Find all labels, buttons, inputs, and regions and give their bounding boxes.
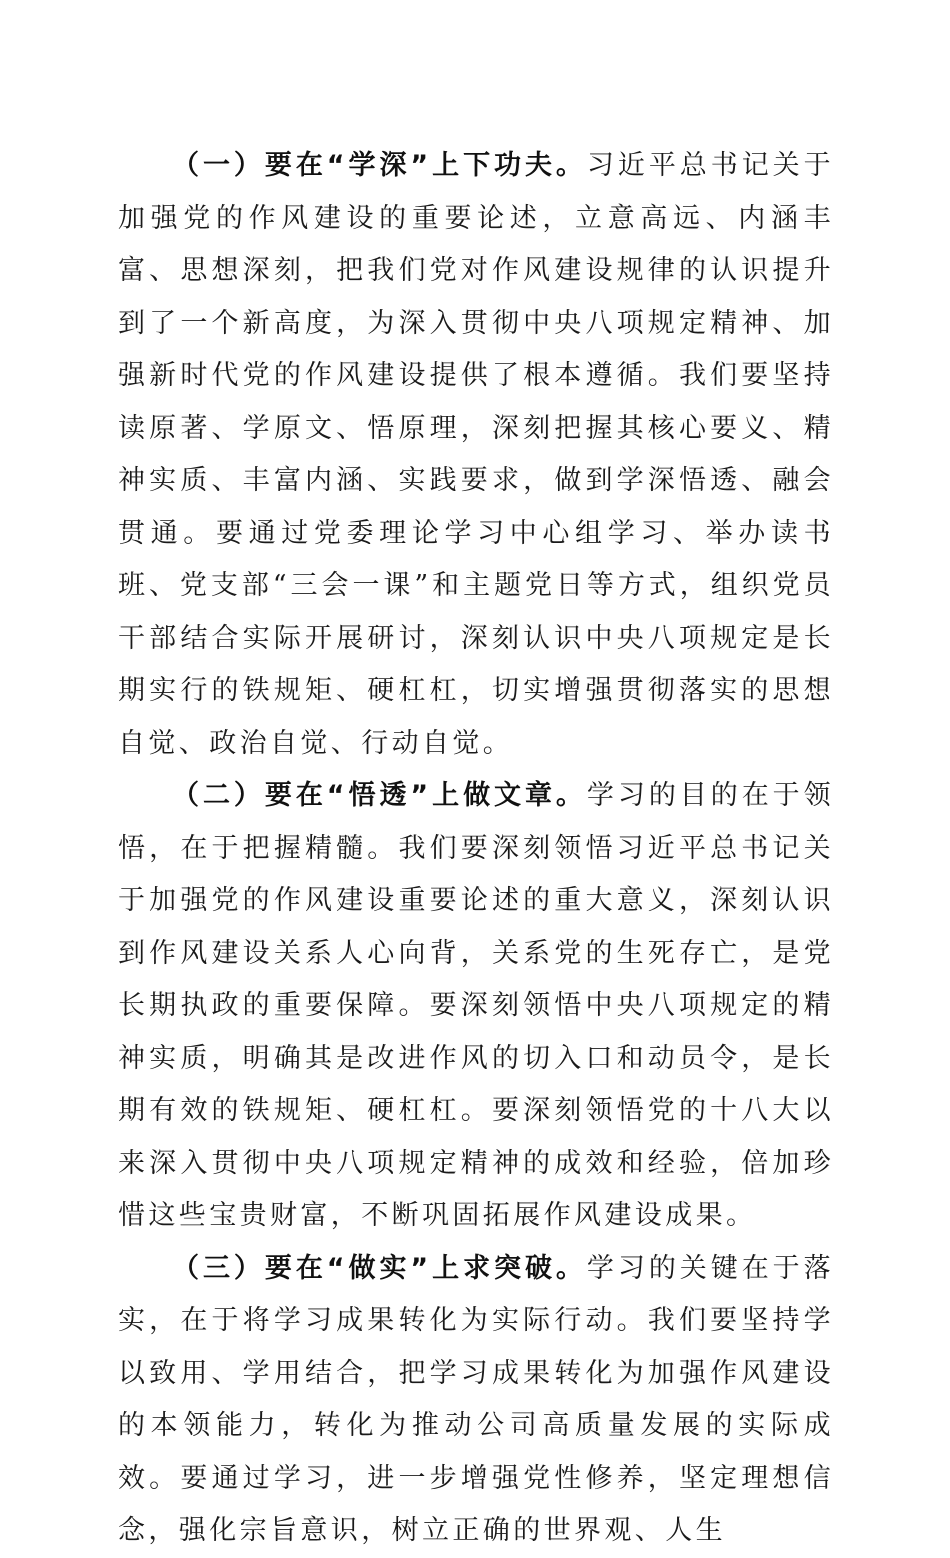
paragraph-1 bbox=[118, 140, 834, 770]
paragraph-3-text: 学习的关键在于落实，在于将学习成果转化为实际行动。我们要坚持学以致用、学用结合，把学习成果转化为加强作风建设的本领能力，转化为推动公司高质量发展的实际成效。要通过学习，进一步增强党性修养，坚定理想信念，强化宗旨意识，树立正确的世界观、人生 bbox=[118, 1252, 835, 1546]
paragraph-1-heading: （一）要在“学深”上下功夫。 bbox=[172, 150, 587, 181]
paragraph-2-text: 学习的目的在于领悟，在于把握精髓。我们要深刻领悟习近平总书记关于加强党的作风建设重要论述的重大意义，深刻认识到作风建设关系人心向背，关系党的生死存亡，是党长期执政的重要保障。要深刻领悟中央八项规定的精神实质，明确其是改进作风的切入口和动员令，是长期有效的铁规矩、硬杠杠。要深刻领悟党的十八大以来深入贯彻中央八项规定精神的成效和经验，倍加珍惜这些宝贵财富，不断巩固拓展作风建设成果。 bbox=[118, 780, 835, 1231]
document-body bbox=[118, 140, 834, 1558]
paragraph-3 bbox=[118, 1243, 834, 1558]
paragraph-3-heading: （三）要在“做实”上求突破。 bbox=[172, 1252, 587, 1284]
paragraph-2 bbox=[118, 770, 834, 1243]
paragraph-1-text: 习近平总书记关于加强党的作风建设的重要论述，立意高远、内涵丰富、思想深刻，把我们党对作风建设规律的认识提升到了一个新高度，为深入贯彻中央八项规定精神、加强新时代党的作风建设提供了根本遵循。我们要坚持读原著、学原文、悟原理，深刻把握其核心要义、精神实质、丰富内涵、实践要求，做到学深悟透、融会贯通。要通过党委理论学习中心组学习、举办读书班、党支部“三会一课”和主题党日等方式，组织党员干部结合实际开展研讨，深刻认识中央八项规定是长期实行的铁规矩、硬杠杠，切实增强贯彻落实的思想自觉、政治自觉、行动自觉。 bbox=[118, 150, 835, 759]
paragraph-2-heading: （二）要在“悟透”上做文章。 bbox=[172, 780, 587, 811]
